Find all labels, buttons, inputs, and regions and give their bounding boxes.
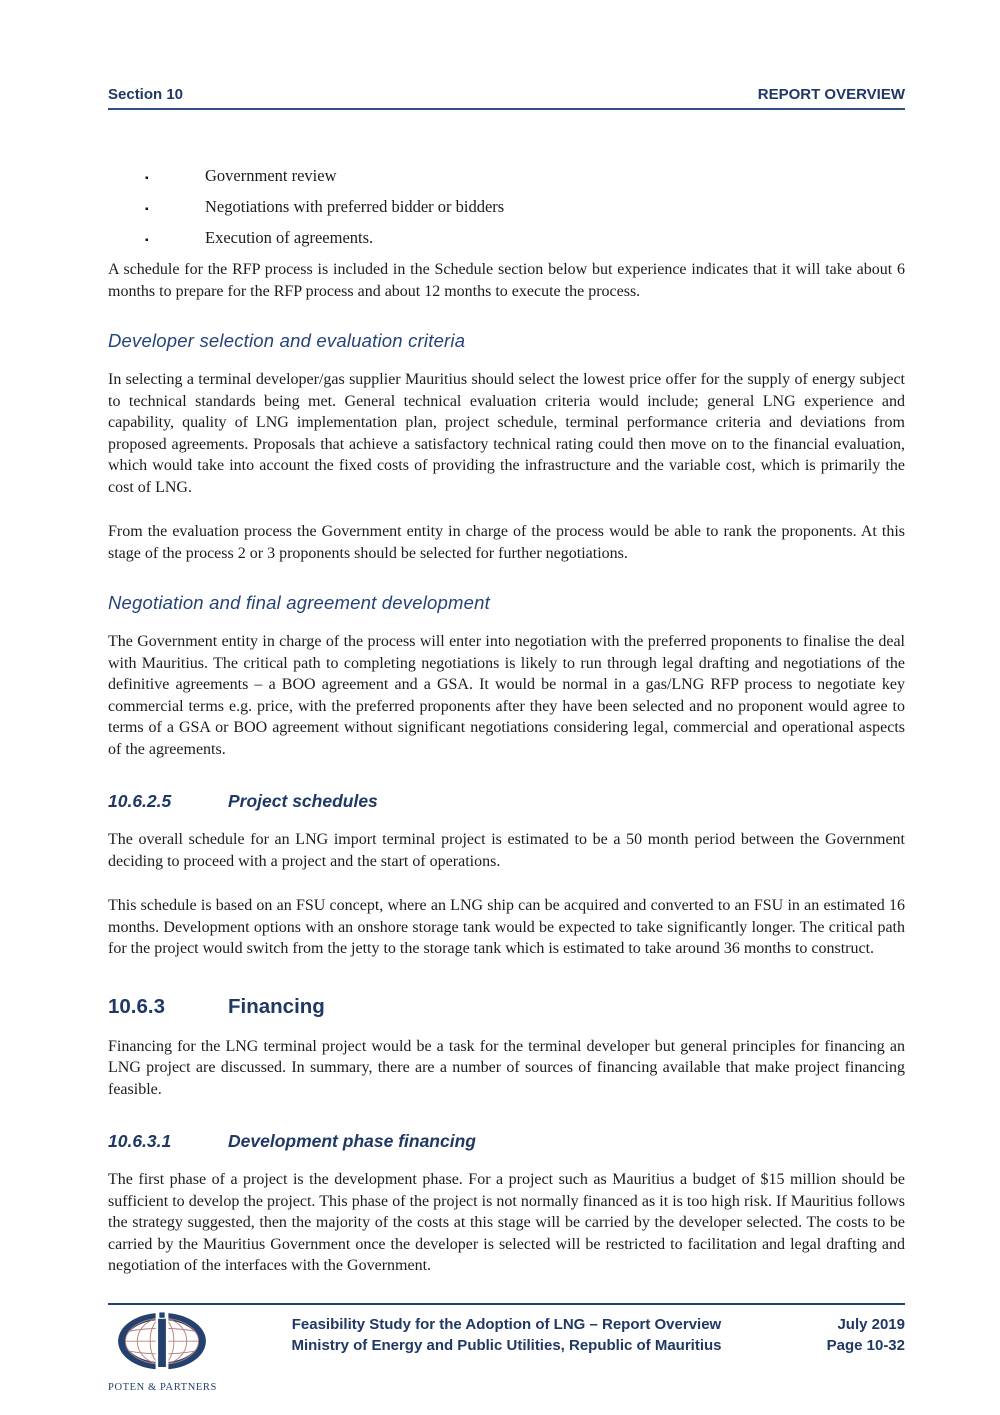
paragraph-project-schedules-1: The overall schedule for an LNG import terminal project is estimated to be a 50 month period between the Government deciding to proceed with a project and the start of operations. — [108, 831, 905, 870]
heading-text: Project schedules — [228, 791, 378, 811]
paragraph-developer-selection-2: From the evaluation process the Government entity in charge of the process would be able to rank the proponents. At this stage of the process 2 or 3 proponents should be selected for further negotiations. — [108, 523, 905, 562]
heading-developer-selection: Developer selection and evaluation criteria — [108, 330, 466, 351]
heading-text: Development phase financing — [228, 1131, 476, 1151]
paragraph-developer-selection-1: In selecting a terminal developer/gas supplier Mauritius should select the lowest price offer for the supply of energy subject to technical standards being met. General technical evaluation criteria would include; general LNG experience and capability, quality of LNG implementation plan, project schedule, terminal performance criteria and deviations from proposed agreements. Proposals that achieve a satisfactory technical rating could then move on to the financial evaluation, which would take into account the fixed costs of providing the infrastructure and the variable cost, which is primarily the cost of LNG. — [108, 371, 905, 496]
paragraph-negotiation-1: The Government entity in charge of the process will enter into negotiation with the preferred proponents to finalise the deal with Mauritius. The critical path to completing negotiations is likely to run through legal drafting and negotiations of the definitive agreements – a BOO agreement and a GSA. It would be normal in a gas/LNG RFP process to negotiate key commercial terms e.g. price, with the preferred proponents after they have been selected and no proponent would agree to terms of a GSA or BOO agreement without significant negotiations considering legal, commercial and operational aspects of the agreements. — [108, 633, 905, 758]
bullet-list — [108, 166, 905, 248]
heading-development-phase-financing — [108, 1131, 905, 1152]
paragraph-rfp-schedule: A schedule for the RFP process is included in the Schedule section below but experience indicates that it will take about 6 months to prepare for the RFP process and about 12 months to execute the process. — [108, 261, 905, 300]
footer-report-title: Feasibility Study for the Adoption of LNG – Report Overview — [291, 1316, 722, 1333]
list-item — [108, 228, 905, 248]
list-item — [108, 197, 905, 217]
heading-number: 10.6.3 — [108, 994, 165, 1018]
footer-row — [108, 1305, 905, 1393]
page-header — [108, 86, 905, 110]
paragraph-financing-1: Financing for the LNG terminal project would be a task for the terminal developer but general principles for financing an LNG project are discussed. In summary, there are a number of sources of financing available that make project financing feasible. — [108, 1037, 905, 1098]
footer-date: July 2019 — [837, 1316, 905, 1333]
header-title: REPORT OVERVIEW — [757, 86, 905, 103]
list-item — [108, 166, 905, 186]
paragraph-development-phase-financing-1: The first phase of a project is the development phase. For a project such as Mauritius a budget of $15 million should be sufficient to develop the project. This phase of the project is not normally financed as it is too high risk. If Mauritius follows the strategy suggested, then the majority of the costs at this stage will be carried by the developer selected. The costs to be carried by the Mauritius Government once the developer is selected will be restricted to facilitation and legal drafting and negotiation of the interfaces with the Government. — [108, 1171, 905, 1274]
bullet-square-icon: ▪ — [145, 204, 149, 215]
poten-partners-globe-icon — [116, 1311, 208, 1375]
page-footer — [108, 1303, 905, 1393]
heading-negotiation: Negotiation and final agreement development — [108, 592, 490, 613]
heading-number: 10.6.3.1 — [108, 1131, 172, 1151]
bullet-text: Negotiations with preferred bidder or bidders — [205, 197, 505, 216]
heading-financing — [108, 995, 905, 1019]
bullet-text: Government review — [205, 166, 337, 185]
bullet-square-icon: ▪ — [145, 235, 149, 246]
footer-ministry: Ministry of Energy and Public Utilities, Republic of Mauritius — [291, 1337, 722, 1354]
paragraph-project-schedules-2: This schedule is based on an FSU concept, where an LNG ship can be acquired and converted to an FSU in an estimated 16 months. Development options with an onshore storage tank would be expected to take significantly longer. The critical path for the project would switch from the jetty to the storage tank which is estimated to take around 36 months to construct. — [108, 897, 905, 957]
footer-center-text — [251, 1314, 761, 1356]
heading-text: Financing — [228, 994, 325, 1018]
bullet-square-icon: ▪ — [145, 173, 149, 184]
footer-page-number: Page 10-32 — [826, 1337, 905, 1354]
poten-partners-logo — [108, 1311, 216, 1393]
bullet-text: Execution of agreements. — [205, 228, 374, 247]
heading-project-schedules — [108, 791, 905, 812]
heading-number: 10.6.2.5 — [108, 791, 172, 811]
footer-right-text — [827, 1314, 905, 1356]
poten-partners-logo-text: POTEN & PARTNERS — [108, 1382, 217, 1393]
header-section-label: Section 10 — [108, 86, 184, 103]
